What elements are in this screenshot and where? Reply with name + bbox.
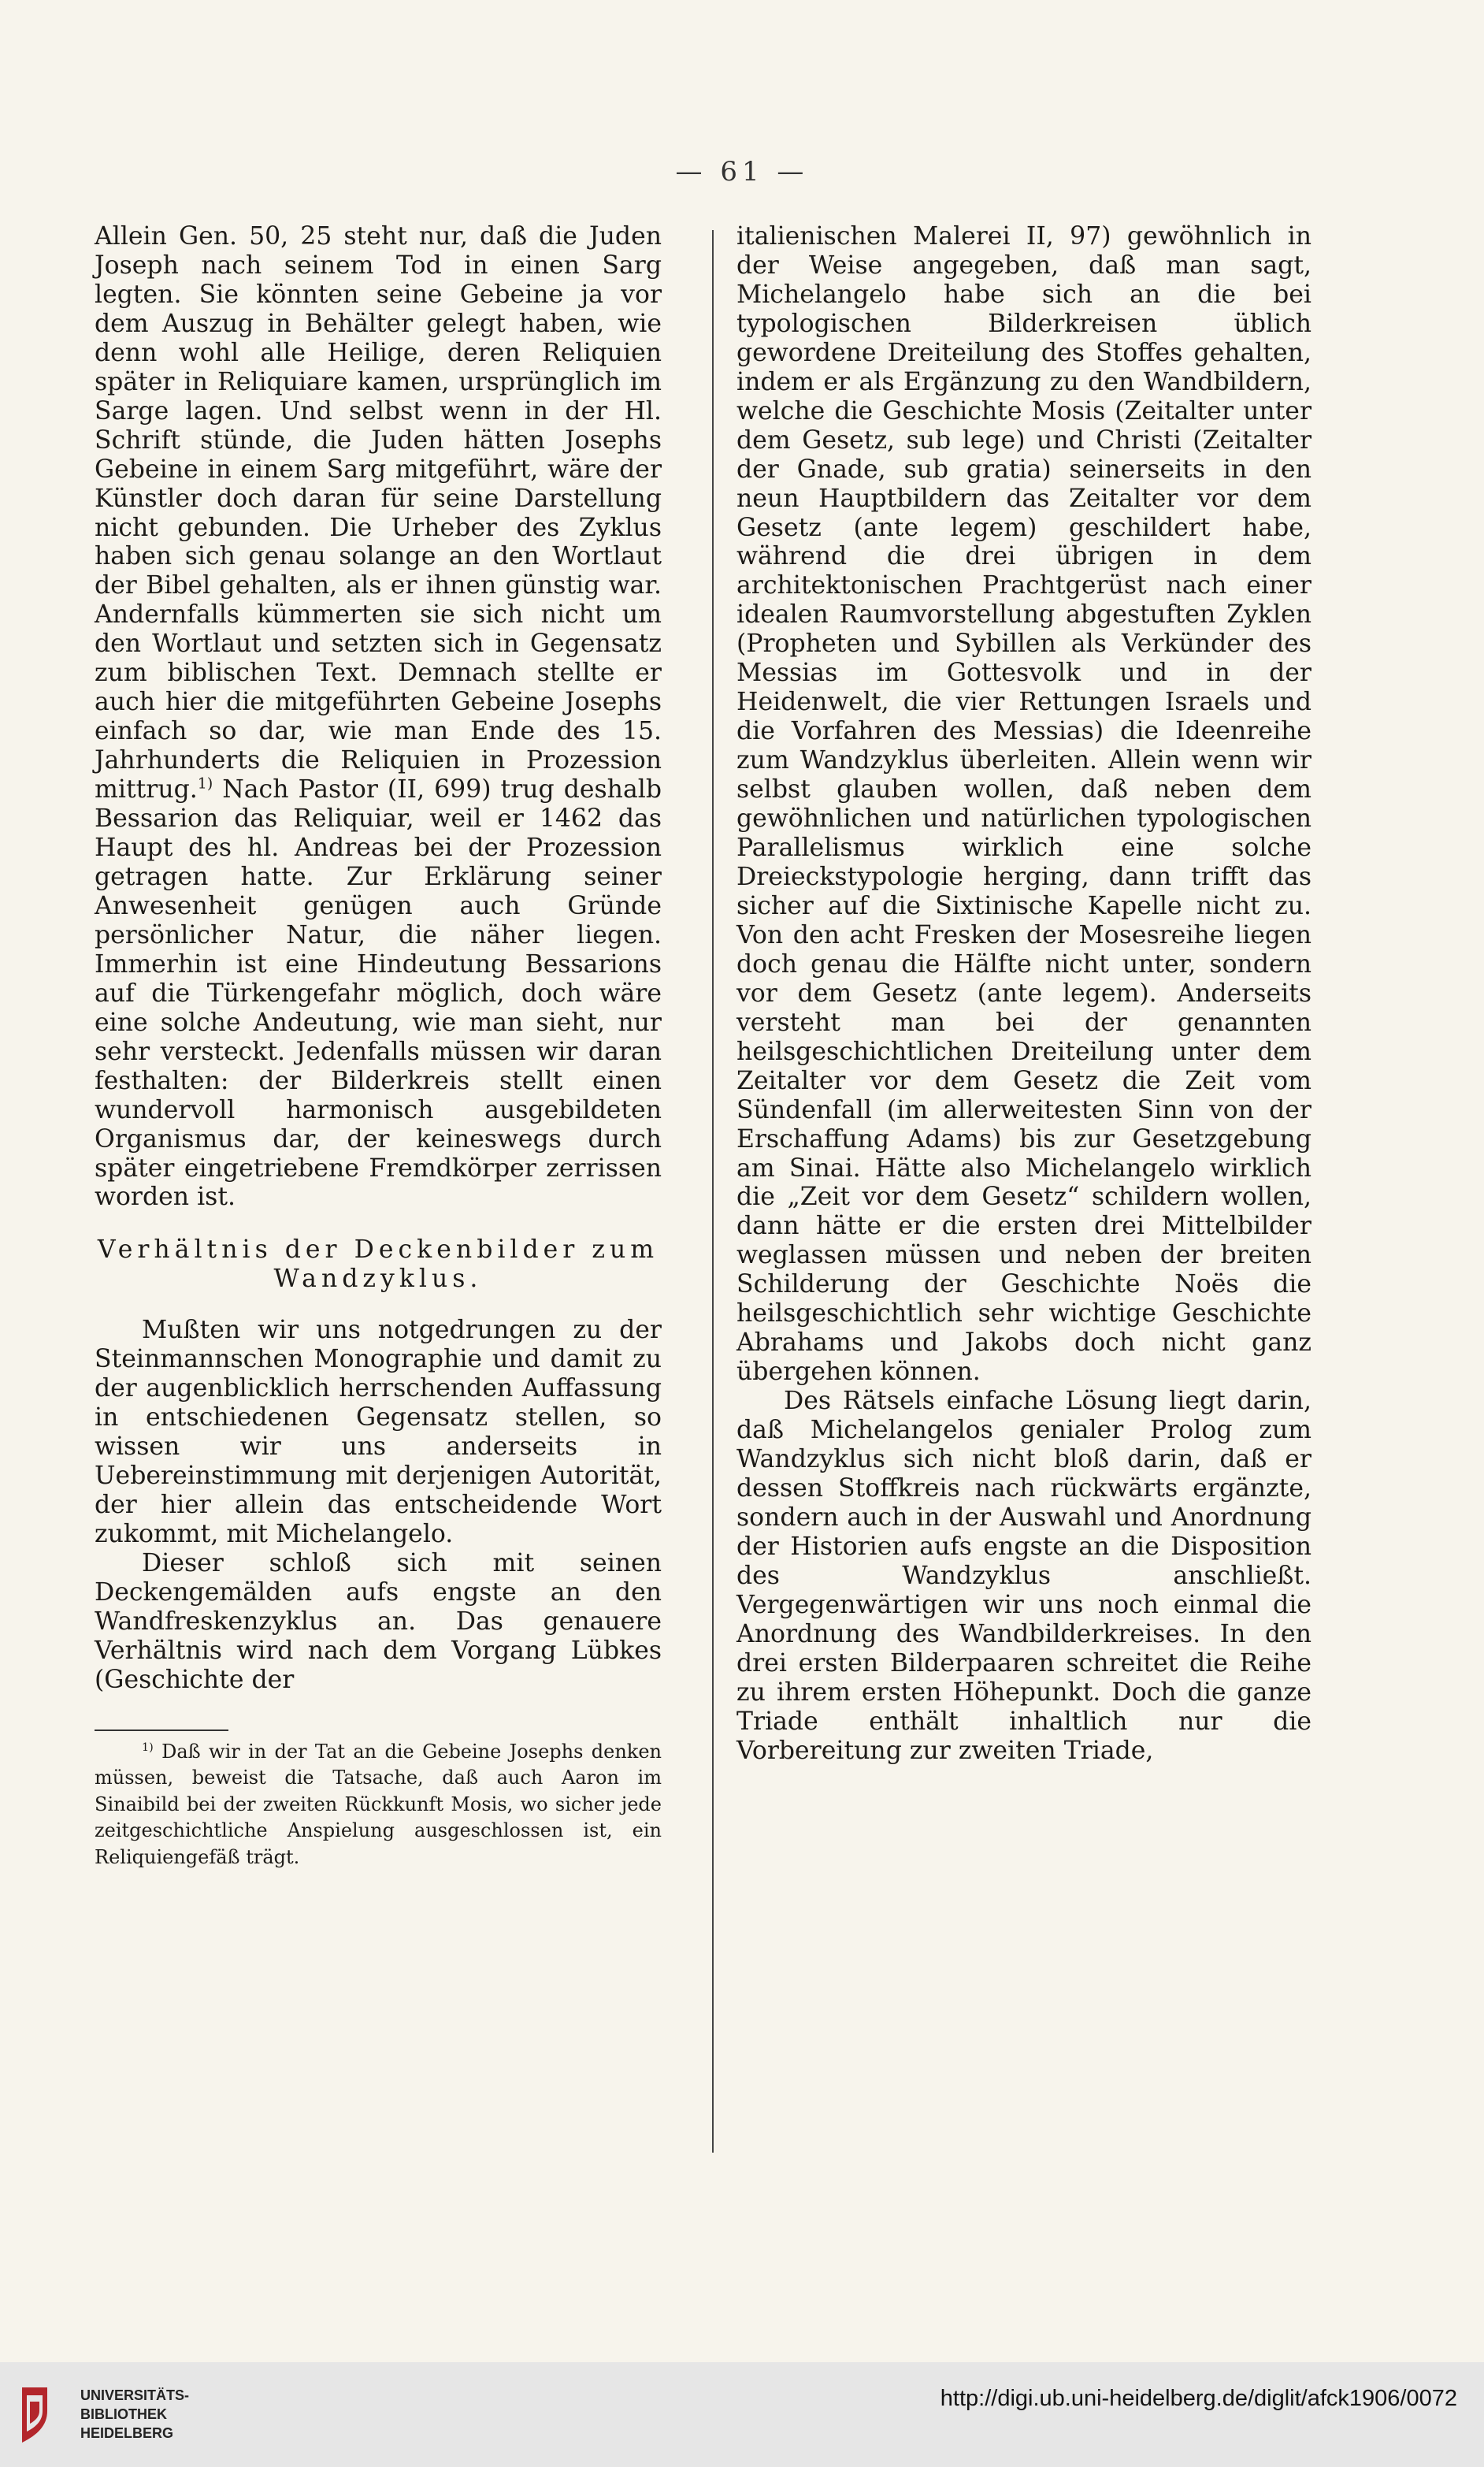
column-divider [712,230,714,2153]
paragraph: Des Rätsels einfache Lösung liegt darin, daß Michelangelos genialer Prolog zum Wandzyklus sich nicht bloß darin, daß er dessen Stoffkreis nach rückwärts ergänzte, sondern auch in der Auswahl und Anordnung der Historien aufs engste an die Disposition des Wandzyklus anschließt. Vergegenwärtigen wir uns noch einmal die Anordnung des Wandbilderkreises. In den drei ersten Bilderpaaren schreitet die Reihe zu ihrem ersten Höhepunkt. Doch die ganze Triade enthält inhaltlich nur die Vorbereitung zur zweiten Triade, [736,1387,1311,1765]
page-number: — 61 — [675,156,809,188]
library-seal-icon [16,2380,71,2450]
footnote-divider [95,1730,228,1731]
footnote-ref[interactable]: 1) [197,775,213,793]
right-column [736,222,1311,1766]
paragraph-text: Allein Gen. 50, 25 steht nur, daß die Juden Joseph nach seinem Tod in einen Sarg legten. Sie könnten seine Gebeine ja vor dem Auszug in Behälter gelegt haben, wie denn wohl alle Heilige, deren Reliquien später in Reliquiare kamen, ursprünglich im Sarge lagen. Und selbst wenn in der Hl. Schrift stünde, die Juden hätten Josephs Gebeine in einem Sarg mitgeführt, wäre der Künstler doch daran für seine Darstellung nicht gebunden. Die Urheber des Zyklus haben sich genau solange an den Wortlaut der Bibel gehalten, als er ihnen günstig war. Andernfalls kümmerten sie sich nicht um den Wortlaut und setzten sich in Gegensatz zum biblischen Text. Demnach stellte er auch hier die mitgeführten Gebeine Josephs einfach so dar, wie man Ende des 15. Jahrhunderts die Reliquien in Prozession mittrug. [95,222,662,804]
library-name-line: HEIDELBERG [80,2425,174,2441]
footer-bar [0,2362,1484,2467]
library-logo[interactable] [16,2380,197,2450]
paragraph-text: Nach Pastor (II, 699) trug deshalb Bessarion das Reliquiar, weil er 1462 das Haupt des hl. Andreas bei der Prozession getragen hatte. Zur Erklärung seiner Anwesenheit genügen auch Gründe persönlicher Natur, die näher liegen. Immerhin ist eine Hindeutung Bessarions auf die Türkengefahr möglich, doch wäre eine solche Andeutung, wie man sieht, nur sehr versteckt. Jedenfalls müssen wir daran festhalten: der Bilderkreis stellt einen wundervoll harmonisch ausgebildeten Organismus dar, der keineswegs durch später eingetriebene Fremdkörper zerrissen worden ist. [95,775,662,1212]
section-heading: Verhältnis der Deckenbilder zum Wandzyklus. [97,1235,659,1294]
paragraph [95,222,662,1212]
library-name-line: BIBLIOTHEK [80,2406,167,2422]
footnote-marker: 1) [142,1741,154,1754]
footnote [95,1739,662,1871]
source-url-link[interactable]: http://digi.ub.uni-heidelberg.de/diglit/afck1906/0072 [940,2386,1457,2411]
library-name-line: UNIVERSITÄTS- [80,2387,190,2403]
paragraph: Mußten wir uns notgedrungen zu der Steinmannschen Monographie und damit zu der augenblicklich herrschenden Auffassung in entschiedenen Gegensatz stellen, so wissen wir uns anderseits in Uebereinstimmung mit derjenigen Autorität, der hier allein das entscheidende Wort zukommt, mit Michelangelo. [95,1316,662,1548]
footnote-text: Daß wir in der Tat an die Gebeine Josephs denken müssen, beweist die Tatsache, daß auch Aaron im Sinaibild bei der zweiten Rückkunft Mosis, wo sicher jede zeitgeschichtliche Anspielung ausgeschlossen ist, ein Reliquiengefäß trägt. [95,1740,662,1868]
left-column [95,222,662,1871]
paragraph: Dieser schloß sich mit seinen Deckengemälden aufs engste an den Wandfreskenzyklus an. Das genauere Verhältnis wird nach dem Vorgang Lübkes (Geschichte der [95,1548,662,1694]
library-name [80,2386,189,2443]
paragraph: italienischen Malerei II, 97) gewöhnlich in der Weise angegeben, daß man sagt, Michelangelo habe sich an die bei typologischen Bilderkreisen üblich gewordene Dreiteilung des Stoffes gehalten, indem er als Ergänzung zu den Wandbildern, welche die Geschichte Mosis (Zeitalter unter dem Gesetz, sub lege) und Christi (Zeitalter der Gnade, sub gratia) seinerseits in den neun Hauptbildern das Zeitalter vor dem Gesetz (ante legem) geschildert habe, während die drei übrigen in dem architektonischen Prachtgerüst nach einer idealen Raumvorstellung abgestuften Zyklen (Propheten und Sybillen als Verkünder des Messias im Gottesvolk und in der Heidenwelt, die vier Rettungen Israels und die Vorfahren des Messias) die Ideenreihe zum Wandzyklus überleiten. Allein wenn wir selbst glauben wollen, daß neben dem gewöhnlichen und natürlichen typologischen Parallelismus wirklich eine solche Dreieckstypologie herging, dann trifft das sicher auf die Sixtinische Kapelle nicht zu. Von den acht Fresken der Mosesreihe liegen doch genau die Hälfte nicht unter, sondern vor dem Gesetz (ante legem). Anderseits versteht man bei der genannten heilsgeschichtlichen Dreiteilung unter dem Zeitalter vor dem Gesetz die Zeit vom Sündenfall (im allerweitesten Sinn von der Erschaffung Adams) bis zur Gesetzgebung am Sinai. Hätte also Michelangelo wirklich die „Zeit vor dem Gesetz“ schildern wollen, dann hätte er die ersten drei Mittelbilder weglassen müssen und neben der breiten Schilderung der Geschichte Noës die heilsgeschichtlich sehr wichtige Geschichte Abrahams und Jakobs doch nicht ganz übergehen können. [736,222,1311,1387]
